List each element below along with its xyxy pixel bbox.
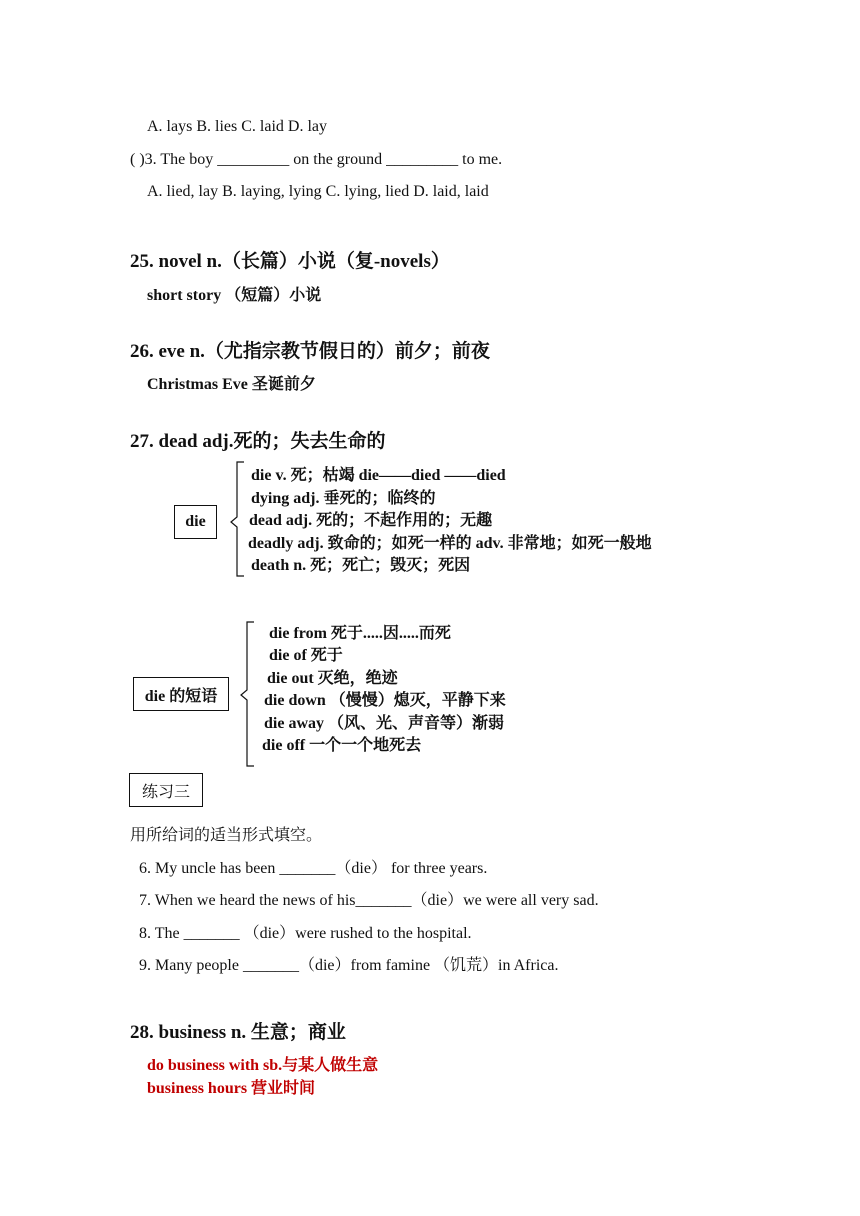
phrase-die-out: die out 灭绝，绝迹 (267, 670, 398, 687)
exercise-3-box: 练习三 (129, 773, 203, 807)
entry-28-heading: 28. business n. 生意；商业 (130, 1022, 346, 1043)
die-form-die: die v. 死；枯竭 die——died ——died (251, 467, 506, 484)
q3-options: A. lied, lay B. laying, lying C. lying, lied D. laid, laid (147, 183, 489, 200)
die-form-deadly: deadly adj. 致命的；如死一样的 adv. 非常地；如死一般地 (248, 535, 652, 552)
phrase-die-of: die of 死于 (269, 647, 343, 664)
exercise-item-8: 8. The _______ （die）were rushed to the hospital. (139, 925, 472, 942)
die-box: die (174, 505, 217, 539)
exercise-item-6: 6. My uncle has been _______（die） for three years. (139, 860, 488, 877)
phrase-die-down: die down （慢慢）熄灭，平静下来 (264, 692, 506, 709)
die-form-death: death n. 死；死亡；毁灭；死因 (251, 557, 471, 574)
die-form-dead: dead adj. 死的；不起作用的；无趣 (249, 512, 493, 529)
entry-26-sub: Christmas Eve 圣诞前夕 (147, 376, 316, 393)
die-form-dying: dying adj. 垂死的；临终的 (251, 490, 436, 507)
entry-26-heading: 26. eve n.（尤指宗教节假日的）前夕；前夜 (130, 341, 490, 362)
phrase-die-from: die from 死于.....因.....而死 (269, 625, 451, 642)
entry-25-heading: 25. novel n.（长篇）小说（复-novels） (130, 251, 450, 272)
exercise-3-instruction: 用所给词的适当形式填空。 (130, 827, 323, 844)
q2-options: A. lays B. lies C. laid D. lay (147, 118, 327, 135)
q3-stem: ( )3. The boy _________ on the ground _________ to me. (130, 151, 503, 168)
entry-28-example-2: business hours 营业时间 (147, 1080, 316, 1097)
entry-25-sub: short story （短篇）小说 (147, 287, 322, 304)
phrase-die-off: die off 一个一个地死去 (262, 737, 422, 754)
phrase-die-away: die away （风、光、声音等）渐弱 (264, 715, 505, 732)
exercise-item-7: 7. When we heard the news of his_______（die）we were all very sad. (139, 892, 599, 909)
die-forms-brace (220, 460, 250, 580)
entry-28-example-1: do business with sb.与某人做生意 (147, 1057, 379, 1074)
exercise-item-9: 9. Many people _______（die）from famine （饥荒）in Africa. (139, 957, 559, 974)
die-phrases-brace (232, 620, 262, 768)
entry-27-heading: 27. dead adj.死的；失去生命的 (130, 431, 386, 452)
die-phrase-box: die 的短语 (133, 677, 229, 711)
